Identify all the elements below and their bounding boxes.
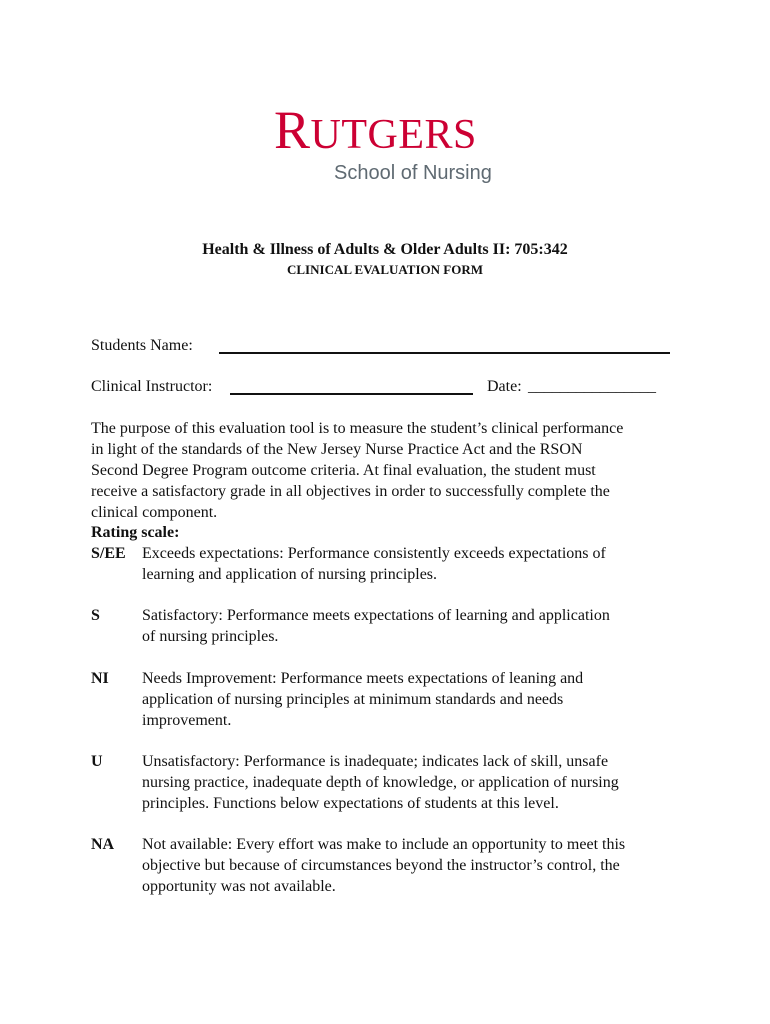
rating-line: application of nursing principles at minimum standards and needs [142,691,564,708]
purpose-line: in light of the standards of the New Jersey Nurse Practice Act and the RSON [91,441,583,458]
rating-line: principles. Functions below expectations of students at this level. [142,795,559,812]
purpose-line: Second Degree Program outcome criteria. At final evaluation, the student must [91,462,596,479]
rating-line: Needs Improvement: Performance meets expectations of leaning and [142,670,584,687]
rating-line: learning and application of nursing principles. [142,566,438,583]
student-name-field[interactable] [219,352,670,354]
rating-line: Satisfactory: Performance meets expectations of learning and application [142,607,610,624]
instructor-field[interactable] [230,393,473,395]
purpose-line: clinical component. [91,504,218,521]
rating-description [142,751,702,814]
rating-code: S [91,607,100,624]
rating-line: improvement. [142,712,232,729]
rating-description [142,668,702,731]
rating-description [142,834,702,897]
rating-code: NI [91,670,109,687]
rating-line: opportunity was not available. [142,878,336,895]
date-field[interactable]: ________________ [528,378,656,395]
logo-rest: UTGERS [310,112,477,158]
rating-line: of nursing principles. [142,628,279,645]
rating-code: S/EE [91,545,126,562]
student-name-label: Students Name: [91,337,193,354]
logo-initial: R [274,100,311,160]
course-title: Health & Illness of Adults & Older Adults II: 705:342 [202,241,568,258]
instructor-label: Clinical Instructor: [91,378,213,395]
rating-line: Unsatisfactory: Performance is inadequate; indicates lack of skill, unsafe [142,753,609,770]
rating-line: Exceeds expectations: Performance consistently exceeds expectations of [142,545,606,562]
purpose-line: The purpose of this evaluation tool is to measure the student’s clinical performance [91,420,624,437]
logo-subtitle: School of Nursing [334,162,492,184]
rating-code: NA [91,836,115,853]
date-label: Date: [487,378,522,395]
purpose-line: receive a satisfactory grade in all objectives in order to successfully complete the [91,483,610,500]
rating-line: objective but because of circumstances beyond the instructor’s control, the [142,857,620,874]
rating-scale-heading: Rating scale: [91,524,180,541]
logo-wordmark [274,102,477,163]
form-title: CLINICAL EVALUATION FORM [287,262,483,277]
rating-code: U [91,753,103,770]
rating-description [142,605,702,647]
rutgers-logo [272,100,502,190]
rating-description [142,543,702,585]
rating-line: Not available: Every effort was make to include an opportunity to meet this [142,836,626,853]
rating-line: nursing practice, inadequate depth of knowledge, or application of nursing [142,774,619,791]
purpose-paragraph [91,418,691,523]
